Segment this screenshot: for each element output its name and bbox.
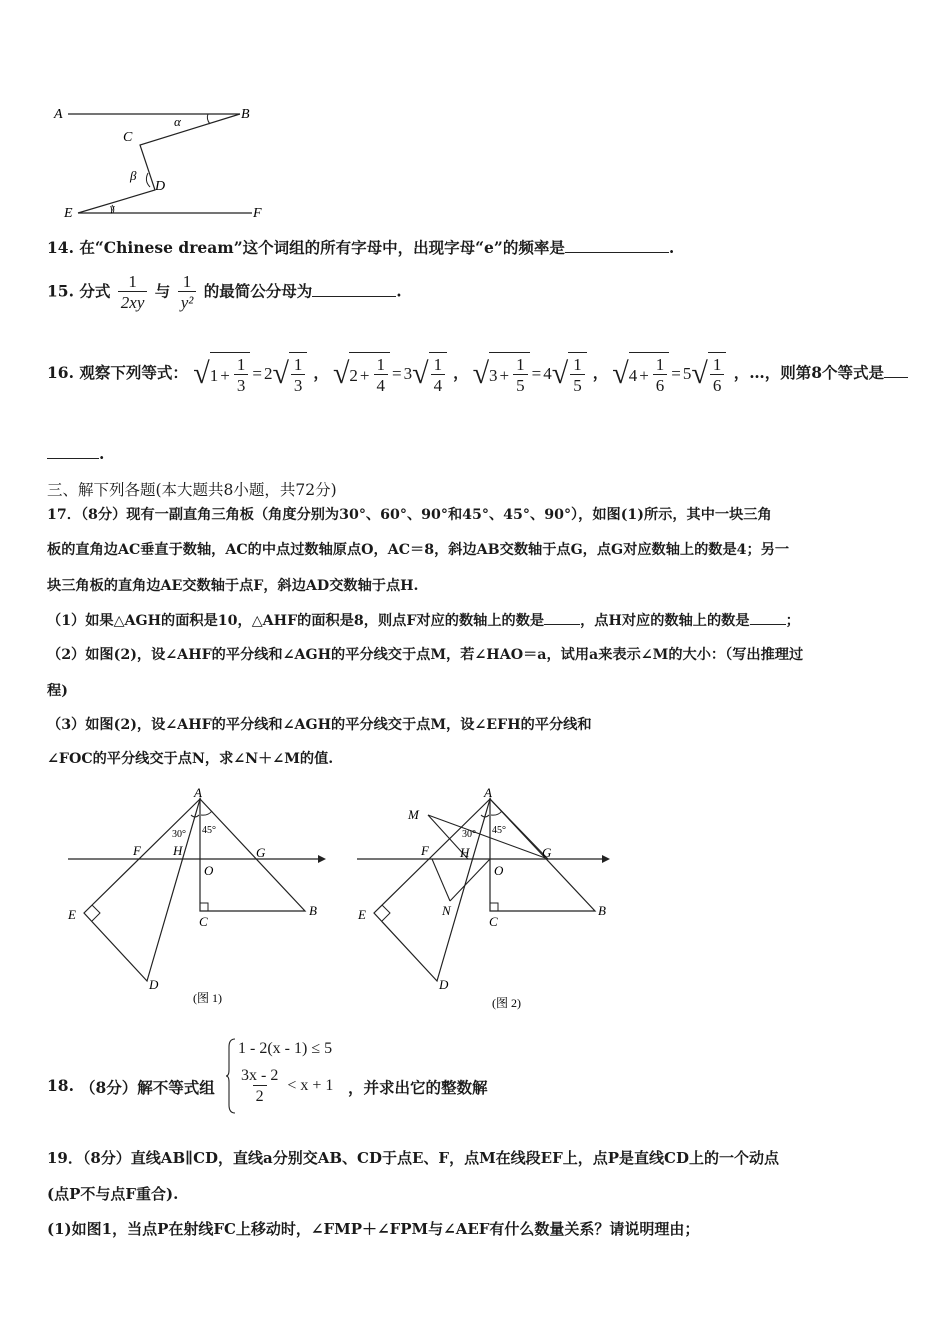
q16-number: 16.: [47, 363, 74, 382]
q15-frac1-numerator: 1: [128, 272, 137, 291]
q16-eq-coefficient: 3: [403, 364, 413, 383]
q18-ineq2-rhs: < x + 1: [287, 1077, 334, 1095]
q17-line-3: 块三角板的直角边AE交数轴于点F，斜边AD交数轴于点H.: [47, 578, 419, 594]
q17-part1-blank-2: [750, 623, 786, 625]
q16-separator: ，: [453, 363, 469, 382]
fig1-number-line-arrow: [318, 855, 326, 863]
q15-answer-blank: [312, 295, 396, 297]
q16-equation-4: √ 4 + $\frac{1}{6}$ = 5 √ $\frac{1}{6}$: [612, 352, 726, 396]
q16-separator: ，: [592, 363, 609, 382]
label-c: C: [123, 130, 133, 145]
q16-eq-fraction: $\frac{1}{5}$: [513, 355, 528, 396]
q17-part-3-line-2: ∠FOC的平分线交于点N，求∠N＋∠M的值.: [47, 751, 334, 767]
q16-eq-radicand: $\frac{1}{6}$: [710, 355, 725, 396]
fig1-label-c: C: [199, 914, 208, 929]
label-gamma: γ: [110, 202, 115, 214]
fig2-bisector-gm: [428, 815, 548, 859]
fig2-label-d: D: [439, 977, 449, 992]
q14-answer-blank: [565, 251, 669, 253]
fig2-label-h: H: [460, 845, 470, 860]
fig1-label-o: O: [204, 863, 214, 878]
fig2-angle-arc-45: [491, 811, 502, 815]
fig2-label-n: N: [442, 903, 451, 918]
q16-answer-blank-2: [47, 457, 99, 459]
figure-1: [60, 785, 335, 1010]
zigzag-bcde: [78, 114, 240, 213]
label-e: E: [64, 206, 73, 221]
q14-number: 14.: [47, 238, 74, 257]
fig1-label-30: 30°: [172, 829, 186, 840]
fig1-label-d: D: [149, 977, 159, 992]
question-16: [47, 352, 908, 396]
q16-separator: ，: [313, 363, 329, 382]
q16-eq-radicand: $\frac{1}{4}$: [431, 355, 446, 396]
fig2-right-angle-e: [382, 905, 390, 921]
section-3-title: 三、解下列各题(本大题共8小题，共72分): [47, 481, 337, 499]
q16-eq-coefficient: 4: [543, 364, 552, 383]
fig2-label-o: O: [494, 863, 504, 878]
q16-prefix: 观察下列等式：: [79, 363, 188, 382]
fig2-right-angle-c: [490, 903, 498, 911]
question-14: [47, 236, 674, 258]
q16-eq-fraction: $\frac{1}{6}$: [653, 355, 668, 396]
fig2-number-line-arrow: [602, 855, 610, 863]
q16-eq-whole: 4: [628, 365, 638, 385]
q15-frac1-denominator: 2xy: [118, 291, 148, 313]
fig2-label-a: A: [484, 785, 492, 800]
q14-text: 在“Chinese dream”这个词组的所有字母中，出现字母“e”的频率是: [79, 238, 565, 257]
label-a: A: [54, 107, 63, 122]
q15-frac2-denominator: y²: [178, 291, 197, 313]
q17-part-1: [47, 610, 800, 630]
fig1-caption: (图 1): [193, 991, 222, 1005]
q16-eq-whole: 1: [209, 365, 219, 385]
label-alpha: α: [174, 114, 181, 129]
q15-mid: 与: [154, 281, 171, 301]
q18-prefix: （8分）解不等式组: [80, 1078, 215, 1097]
fig1-label-g: G: [256, 845, 266, 860]
q15-fraction-1: [118, 272, 148, 313]
fig2-label-g: G: [542, 845, 552, 860]
label-d: D: [155, 179, 166, 194]
angle-alpha-arc: [207, 114, 210, 124]
q16-eq-radicand: $\frac{1}{3}$: [291, 355, 306, 396]
label-f: F: [253, 206, 262, 221]
fig2-label-b: B: [598, 903, 606, 918]
fig1-label-f: F: [133, 843, 141, 858]
q18-inequality-2: [236, 1066, 333, 1107]
figure-2: [352, 785, 622, 1015]
fig1-label-45: 45°: [202, 825, 216, 836]
q17-part1-text-b: ，点H对应的数轴上的数是: [580, 613, 750, 629]
q16-equation-3: √ 3 + $\frac{1}{5}$ = 4 √ $\frac{1}{5}$: [473, 352, 587, 396]
q16-equation-2: √ 2 + $\frac{1}{4}$ = 3 √ $\frac{1}{4}$: [333, 352, 447, 396]
fig2-label-m: M: [408, 807, 419, 822]
label-b: B: [241, 107, 250, 122]
fig2-label-e: E: [358, 907, 366, 922]
fig2-label-30: 30°: [462, 829, 476, 840]
fig2-label-c: C: [489, 914, 498, 929]
q16-eq-whole: 3: [489, 365, 498, 385]
q16-equation-1: √ 1 + $\frac{1}{3}$ = 2 √ $\frac{1}{3}$: [193, 352, 307, 396]
q19-line-2: (点P不与点F重合).: [47, 1185, 179, 1203]
q18-number: 18.: [47, 1076, 74, 1095]
q16-eq-coefficient: 2: [263, 364, 273, 383]
q18-ineq2-fraction: [238, 1066, 281, 1107]
question-16-continued: [47, 444, 104, 463]
question-15: [47, 272, 402, 313]
fig2-label-f: F: [421, 843, 429, 858]
q19-line-3: (1)如图1，当点P在射线FC上移动时，∠FMP＋∠FPM与∠AEF有什么数量关系？请说明理由；: [47, 1220, 700, 1238]
fig2-label-45: 45°: [492, 825, 506, 836]
label-beta: β: [130, 168, 137, 183]
q17-part1-end: ；: [785, 613, 800, 629]
q18-inequality-1: 1 - 2(x - 1) ≤ 5: [238, 1040, 333, 1057]
fig1-label-e: E: [68, 907, 76, 922]
q17-part-2-line-2: 程): [47, 683, 68, 699]
q16-eq-fraction: $\frac{1}{3}$: [234, 355, 249, 396]
fig1-triangle-acb: [200, 799, 305, 911]
q17-part-2-line-1: （2）如图(2)，设∠AHF的平分线和∠AGH的平分线交于点M，若∠HAO＝a，试用a来表示∠M的大小：（写出推理过: [47, 647, 804, 663]
q16-equations: [193, 355, 728, 395]
q17-line-1: 17．（8分）现有一副直角三角板（角度分别为30°、60°、90°和45°、45°、90°），如图(1)所示，其中一块三角: [47, 507, 772, 523]
fig1-triangle-aed: [84, 799, 200, 981]
q16-tail: ，…，则第8个等式是: [733, 363, 885, 382]
q16-eq-whole: 2: [349, 365, 358, 385]
q19-line-1: 19．（8分）直线AB∥CD，直线a分别交AB、CD于点E、F，点M在线段EF上，点P是直线CD上的一个动点: [47, 1149, 779, 1167]
q15-fraction-2: [178, 272, 197, 313]
q18-suffix: ，并求出它的整数解: [348, 1078, 488, 1097]
fig2-caption: (图 2): [492, 996, 521, 1010]
q17-part1-text-a: （1）如果△AGH的面积是10，△AHF的面积是8，则点F对应的数轴上的数是: [47, 613, 545, 629]
q16-eq-radicand: $\frac{1}{5}$: [570, 355, 585, 396]
fig1-right-angle-c: [200, 903, 208, 911]
fig2-triangle-aed: [374, 799, 490, 981]
q15-number: 15.: [47, 281, 74, 301]
q15-prefix: 分式: [79, 281, 111, 301]
fig1-label-a: A: [194, 785, 202, 800]
q16-eq-coefficient: 5: [682, 364, 692, 383]
q14-end: .: [668, 238, 675, 257]
q18-ineq2-numerator: 3x - 2: [241, 1067, 279, 1084]
q15-suffix: 的最简公分母为: [203, 281, 313, 301]
fig1-label-h: H: [173, 843, 183, 858]
q17-part-3-line-1: （3）如图(2)，设∠AHF的平分线和∠AGH的平分线交于点M，设∠EFH的平分线和: [47, 717, 592, 733]
fig1-right-angle-e: [92, 905, 100, 921]
q16-eq-fraction: $\frac{1}{4}$: [374, 355, 389, 396]
q16-answer-blank-1: [884, 376, 908, 378]
fig1-label-b: B: [309, 903, 317, 918]
q18-ineq2-denominator: 2: [253, 1085, 267, 1107]
top-figure: [40, 95, 280, 225]
q15-end: .: [396, 281, 402, 301]
q17-line-2: 板的直角边AC垂直于数轴，AC的中点过数轴原点O，AC＝8，斜边AB交数轴于点G，点G对应数轴上的数是4；另一: [47, 542, 790, 558]
q17-part1-blank-1: [544, 623, 580, 625]
q16-end: .: [99, 444, 105, 463]
fig2-bisector-on: [450, 859, 490, 901]
q15-frac2-numerator: 1: [182, 272, 192, 291]
fig1-angle-arc-45: [201, 811, 212, 815]
fig2-bisector-fn: [432, 859, 450, 901]
